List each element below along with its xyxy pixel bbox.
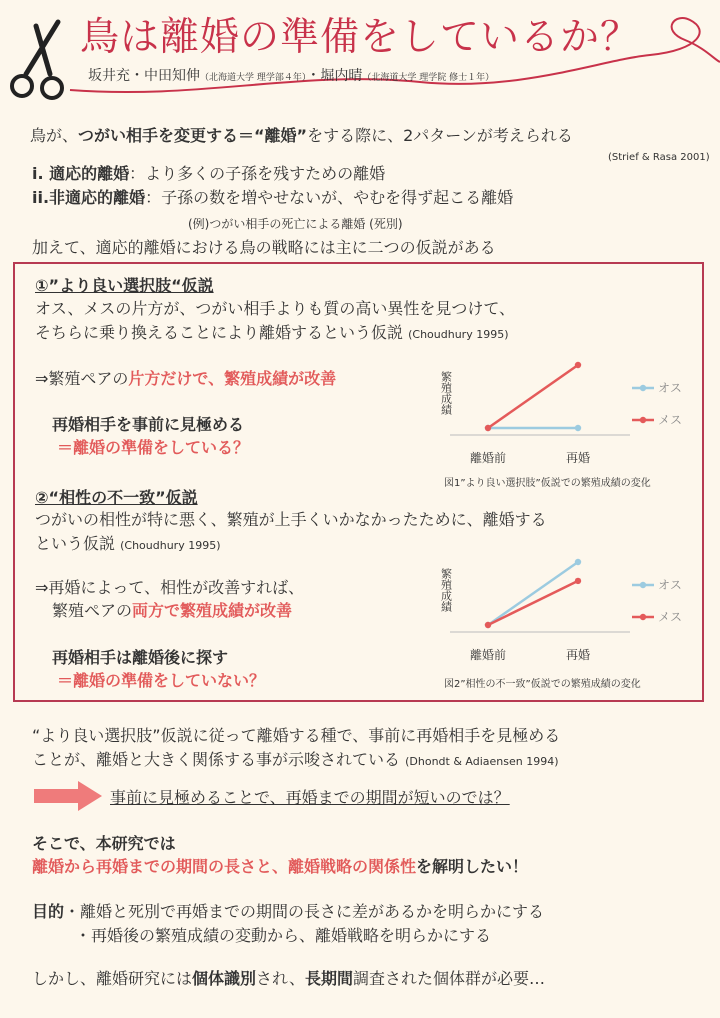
hypothesis-1-desc-2 bbox=[35, 321, 509, 347]
legend-label: メス bbox=[658, 610, 683, 624]
final-bold-1: 個体識別 bbox=[192, 969, 257, 988]
hypothesis-1-title: ①”より良い選択肢“仮説 bbox=[35, 276, 214, 295]
non-adaptive-label: ii.非適応的離婚 bbox=[32, 188, 146, 207]
research-lead: そこで、本研究では bbox=[32, 834, 176, 853]
legend-label: オス bbox=[658, 381, 682, 395]
reference: (Dhondt & Adiaensen 1994) bbox=[405, 755, 559, 768]
data-point bbox=[575, 362, 581, 368]
non-adaptive-text: ：子孫の数を増やせないが、やむを得ず起こる離婚 bbox=[145, 188, 514, 207]
reference: (Strief & Rasa 2001) bbox=[608, 152, 710, 163]
author-affiliation: （北海道大学 理学部４年） bbox=[200, 73, 307, 83]
x-tick-label: 離婚前 bbox=[469, 648, 507, 662]
final-text: しかし、離婚研究には bbox=[32, 969, 193, 988]
question-highlight: 離婚の準備をしている？ bbox=[73, 438, 250, 457]
hypothesis-2-result: ⇒再婚によって、相性が改善すれば、 bbox=[35, 578, 305, 597]
right-arrow-icon bbox=[34, 781, 102, 811]
authors bbox=[88, 65, 494, 85]
equals-sign: ＝ bbox=[57, 671, 74, 690]
author-names: 坂井充・中田知伸 bbox=[88, 68, 200, 84]
legend-marker bbox=[640, 582, 646, 588]
reference: (Choudhury 1995) bbox=[120, 539, 221, 552]
result-text: ⇒繁殖ペアの bbox=[35, 369, 129, 388]
hypothesis-2-question bbox=[57, 669, 265, 693]
figure-1-caption: 図1”より良い選択肢”仮説での繁殖成績の変化 bbox=[444, 478, 651, 489]
series-line-2 bbox=[488, 581, 578, 625]
x-tick-label: 再婚 bbox=[565, 451, 591, 465]
conclusion-line-1: “より良い選択肢”仮説に従って離婚する種で、事前に再婚相手を見極める bbox=[32, 726, 561, 745]
purpose-label: 目的 bbox=[32, 902, 65, 921]
legend-label: オス bbox=[658, 578, 682, 592]
legend-marker bbox=[640, 385, 646, 391]
hypothesis-1-result bbox=[35, 367, 336, 391]
legend-label: メス bbox=[658, 413, 683, 427]
series-line-2 bbox=[488, 365, 578, 428]
question-highlight: 離婚の準備をしていない？ bbox=[73, 671, 266, 690]
series-line-1 bbox=[488, 562, 578, 625]
goal-end: を解明したい！ bbox=[416, 857, 529, 876]
author-affiliation-2: （北海道大学 理学院 修士１年） bbox=[362, 73, 495, 83]
data-point bbox=[575, 425, 581, 431]
research-goal bbox=[32, 855, 528, 879]
intro-line bbox=[30, 124, 573, 148]
adaptive-text: ：より多くの子孫を残すための離婚 bbox=[129, 164, 386, 183]
y-axis-label: 繁殖成績 bbox=[439, 568, 453, 612]
final-bold-2: 長期間 bbox=[305, 969, 354, 988]
adaptive-label: i. 適応的離婚 bbox=[32, 164, 130, 183]
result-text: 繁殖ペアの bbox=[52, 601, 133, 620]
x-tick-label: 再婚 bbox=[565, 648, 591, 662]
non-adaptive-divorce bbox=[32, 186, 513, 210]
result-highlight: 片方だけで、繁殖成績が改善 bbox=[128, 369, 337, 388]
hypothesis-1-question bbox=[57, 436, 249, 460]
hypothesis-2-title: ②“相性の不一致”仮説 bbox=[35, 488, 198, 507]
final-note bbox=[32, 967, 545, 991]
chart-1 bbox=[420, 355, 700, 473]
desc-text: という仮説 bbox=[35, 534, 116, 553]
final-text-3: 調査された個体群が必要… bbox=[353, 969, 546, 988]
y-axis-label: 繁殖成績 bbox=[439, 371, 453, 415]
hypothesis-2-point: 再婚相手は離婚後に探す bbox=[52, 648, 229, 667]
legend-marker bbox=[640, 417, 646, 423]
example: (例)つがい相手の死亡による離婚 (死別) bbox=[188, 217, 403, 231]
data-point bbox=[485, 622, 491, 628]
hypothesis-2-desc: つがいの相性が特に悪く、繁殖が上手くいかなかったために、離婚する bbox=[35, 510, 547, 529]
adaptive-divorce bbox=[32, 162, 385, 186]
hypothesis-2-result-2 bbox=[52, 599, 292, 623]
data-point bbox=[575, 578, 581, 584]
hypothesis-1-desc: オス、メスの片方が、つがい相手よりも質の高い異性を見つけて、 bbox=[35, 299, 516, 318]
legend-marker bbox=[640, 614, 646, 620]
equals-sign: ＝ bbox=[57, 438, 74, 457]
chart-2 bbox=[420, 552, 700, 670]
scissors-icon bbox=[6, 14, 76, 104]
reference: (Choudhury 1995) bbox=[408, 328, 509, 341]
desc-text: そちらに乗り換えることにより離婚するという仮説 bbox=[35, 323, 404, 342]
intro-bold: つがい相手を変更する＝“離婚” bbox=[78, 126, 308, 145]
conclusion-text: ことが、離婚と大きく関係する事が示唆されている bbox=[32, 750, 401, 769]
purpose-1 bbox=[32, 900, 544, 924]
purpose-2: ・再婚後の繁殖成績の変動から、離婚戦略を明らかにする bbox=[75, 926, 492, 945]
page-title: 鳥は離婚の準備をしているか？ bbox=[80, 15, 641, 60]
intro-addition: 加えて、適応的離婚における鳥の戦略には主に二つの仮説がある bbox=[32, 238, 496, 257]
x-tick-label: 離婚前 bbox=[469, 451, 507, 465]
result-highlight: 両方で繁殖成績が改善 bbox=[132, 601, 293, 620]
intro-text: 鳥が、 bbox=[30, 126, 79, 145]
hypothesis-statement: 事前に見極めることで、再婚までの期間が短いのでは？ bbox=[110, 788, 510, 807]
final-text-2: され、 bbox=[256, 969, 305, 988]
goal-highlight: 離婚から再婚までの期間の長さと、離婚戦略の関係性 bbox=[32, 857, 417, 876]
intro-text-end: をする際に、2パターンが考えられる bbox=[307, 126, 573, 145]
hypothesis-1-point: 再婚相手を事前に見極める bbox=[52, 415, 245, 434]
hypothesis-2-desc-2 bbox=[35, 532, 221, 558]
conclusion-line-2 bbox=[32, 748, 559, 774]
data-point bbox=[485, 425, 491, 431]
author-name-2: ・堀内晴 bbox=[306, 68, 363, 84]
figure-2-caption: 図2”相性の不一致”仮説での繁殖成績の変化 bbox=[444, 679, 641, 690]
data-point bbox=[575, 559, 581, 565]
purpose-text: ・離婚と死別で再婚までの期間の長さに差があるかを明らかにする bbox=[64, 902, 545, 921]
